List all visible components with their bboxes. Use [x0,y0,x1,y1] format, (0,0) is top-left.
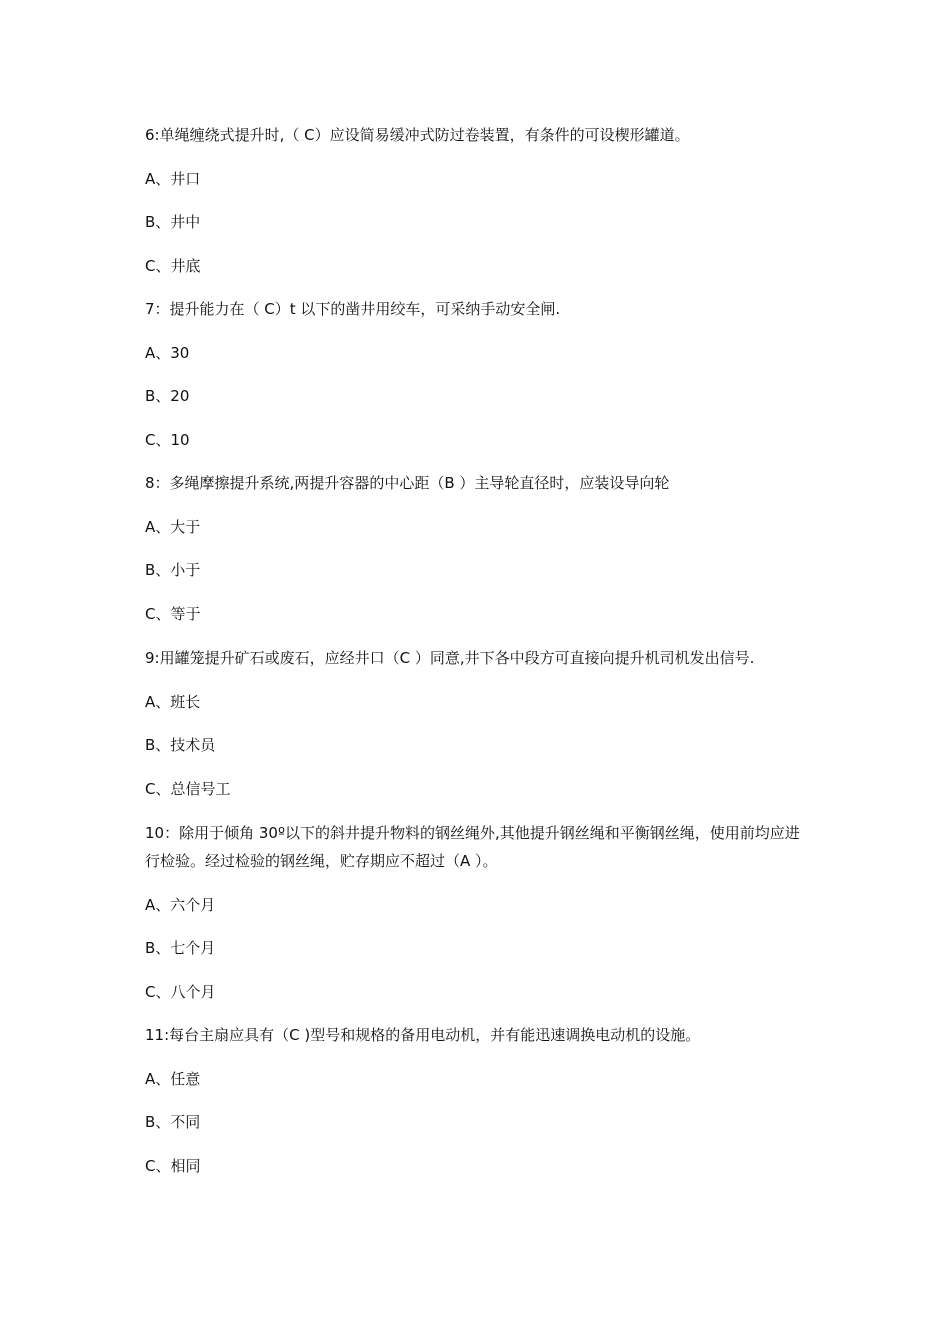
question-10-option-a: A、六个月 [145,895,216,914]
question-9-option-c: C、总信号工 [145,779,231,798]
question-7-option-a: A、30 [145,343,190,362]
question-8-text: 8：多绳摩擦提升系统,两提升容器的中心距（B ）主导轮直径时，应装设导向轮 [145,474,670,492]
question-10-option-c: C、八个月 [145,982,216,1001]
question-9-option-b: B、技术员 [145,736,216,754]
question-6-option-b: B、井中 [145,213,201,231]
question-9-text: 9:用罐笼提升矿石或废石，应经井口（C ）同意,井下各中段方可直接向提升机司机发出信号. [145,649,755,667]
question-7-option-c: C、10 [145,430,190,449]
question-11-option-a: A、任意 [145,1069,201,1088]
question-10-option-b: B、七个月 [145,939,216,957]
question-9-option-a: A、班长 [145,692,201,711]
question-11-option-c: C、相同 [145,1156,201,1175]
question-8-option-c: C、等于 [145,604,201,623]
question-7-text: 7：提升能力在（ C）t 以下的凿井用绞车，可采纳手动安全闸. [145,300,561,318]
question-6-text: 6:单绳缠绕式提升时,（ C）应设简易缓冲式防过卷装置，有条件的可设楔形罐道。 [145,126,690,144]
question-7-option-b: B、20 [145,387,190,405]
question-list [145,122,810,1196]
question-6-option-c: C、井底 [145,256,201,275]
question-6-option-a: A、井口 [145,169,201,188]
question-11-option-b: B、不同 [145,1113,201,1131]
question-10-text: 10：除用于倾角 30º以下的斜井提升物料的钢丝绳外,其他提升钢丝绳和平衡钢丝绳，使用前均应进行检验。经过检验的钢丝绳，贮存期应不超过（A ）。 [145,824,800,870]
question-8-option-b: B、小于 [145,561,201,579]
question-8-option-a: A、大于 [145,517,201,536]
question-11-text: 11:每台主扇应具有（C )型号和规格的备用电动机，并有能迅速调换电动机的设施。 [145,1026,701,1044]
